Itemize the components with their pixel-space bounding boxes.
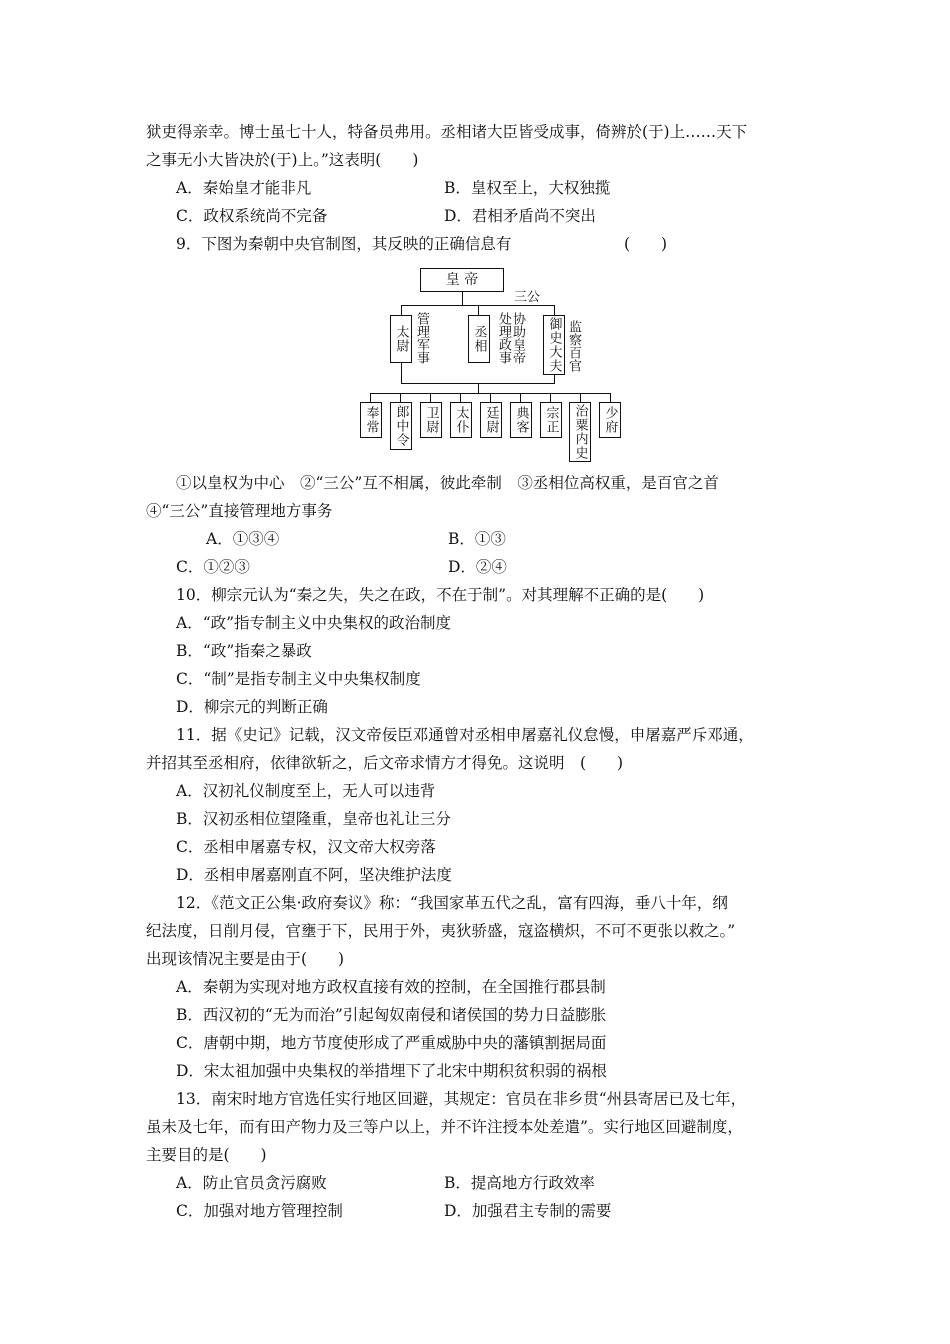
- q10-option-b[interactable]: B．“政”指秦之暴政: [176, 642, 312, 660]
- q9-option-c[interactable]: C．①②③: [176, 558, 250, 576]
- connector: [478, 383, 479, 393]
- connector: [462, 292, 463, 305]
- q12-stem-line3: 出现该情况主要是由于( ): [146, 950, 345, 968]
- q8-option-a[interactable]: A．秦始皇才能非凡: [176, 179, 312, 197]
- q8-stem-line2: 之事无小大皆决於(于)上。”这表明( ): [146, 151, 419, 169]
- q9-option-b[interactable]: B．①③: [448, 530, 506, 548]
- q9-answer-paren: ( ): [624, 235, 668, 253]
- connector: [370, 393, 371, 402]
- q8-option-b[interactable]: B．皇权至上，大权独揽: [444, 179, 611, 197]
- minister-box: 奉常: [360, 402, 382, 438]
- q10-stem: 10．柳宗元认为“秦之失，失之在政，不在于制”。对其理解不正确的是( ): [176, 586, 705, 604]
- q11-option-d[interactable]: D．丞相申屠嘉刚直不阿，坚决维护法度: [176, 866, 452, 884]
- q9-option-a[interactable]: A．①③④: [206, 530, 280, 548]
- minister-box: 郎中令: [390, 402, 412, 450]
- q10-option-a[interactable]: A．“政”指专制主义中央集权的政治制度: [176, 614, 452, 632]
- q13-option-d[interactable]: D．加强君主专制的需要: [444, 1202, 612, 1220]
- q8-stem-line1: [146, 122, 804, 142]
- q13-option-a[interactable]: A．防止官员贪污腐败: [176, 1174, 327, 1192]
- q12-option-b[interactable]: B．西汉初的“无为而治”引起匈奴南侵和诸侯国的势力日益膨胀: [176, 1006, 607, 1024]
- q9-statements-line2: ④“三公”直接管理地方事务: [146, 502, 333, 520]
- connector: [520, 393, 521, 402]
- q10-option-d[interactable]: D．柳宗元的判断正确: [176, 698, 328, 716]
- minister-box: 典客: [510, 402, 532, 438]
- q13-stem-line3: 主要目的是( ): [146, 1146, 267, 1164]
- yushi-box: 御史大夫: [543, 315, 565, 375]
- connector: [478, 305, 479, 315]
- connector: [430, 393, 431, 402]
- connector: [401, 363, 402, 383]
- chengxiang-duty: 协助皇帝处理政事: [496, 312, 525, 364]
- minister-box: 少府: [599, 402, 621, 438]
- q13-option-c[interactable]: C．加强对地方管理控制: [176, 1202, 343, 1220]
- emperor-box: 皇 帝: [420, 268, 504, 292]
- q12-stem-line1: 12．《范文正公集·政府奏议》称：“我国家革五代之乱，富有四海，垂八十年，纲: [176, 894, 728, 912]
- connector: [400, 393, 401, 402]
- q11-stem-line1: 11．据《史记》记载，汉文帝佞臣邓通曾对丞相申屠嘉礼仪怠慢，申屠嘉严斥邓通，: [176, 726, 754, 744]
- yushi-duty: 监察百官: [566, 320, 581, 372]
- q11-option-b[interactable]: B．汉初丞相位望隆重，皇帝也礼让三分: [176, 810, 451, 828]
- q9-stem: 9．下图为秦朝中央官制图，其反映的正确信息有: [176, 235, 512, 253]
- minister-box: 卫尉: [420, 402, 442, 438]
- minister-box: 治粟内史: [569, 402, 591, 462]
- q11-option-c[interactable]: C．丞相申屠嘉专权，汉文帝大权旁落: [176, 838, 436, 856]
- connector: [580, 393, 581, 402]
- connector: [490, 393, 491, 402]
- taiwei-duty: 管理军事: [414, 312, 429, 364]
- q13-stem-line2: 虽未及七年，而有田产物力及三等户以上，并不许注授本处差遣”。实行地区回避制度，: [146, 1118, 743, 1136]
- q9-option-d[interactable]: D．②④: [448, 558, 507, 576]
- q11-option-a[interactable]: A．汉初礼仪制度至上，无人可以违背: [176, 782, 436, 800]
- connector: [550, 393, 551, 402]
- q12-stem-line2: 纪法度，日削月侵，官壅于下，民用于外，夷狄骄盛，寇盗横炽，不可不更张以救之。”: [146, 922, 736, 940]
- minister-box: 廷尉: [480, 402, 502, 438]
- q13-stem-line1: 13．南宋时地方官选任实行地区回避，其规定：官员在非乡贯“州县寄居已及七年，: [176, 1090, 747, 1108]
- sangong-label: 三公: [514, 290, 541, 305]
- minister-box: 太仆: [450, 402, 472, 438]
- q11-stem-line2: 并招其至丞相府，依律欲斩之，后文帝求情方才得免。这说明 ( ): [146, 754, 624, 772]
- connector: [460, 393, 461, 402]
- q8-option-d[interactable]: D．君相矛盾尚不突出: [444, 207, 596, 225]
- q8-line1-text: 狱吏得亲幸。博士虽七十人，特备员弗用。丞相诸大臣皆受成事，倚辨於(于)上……天下: [146, 123, 748, 141]
- minister-box: 宗正: [540, 402, 562, 438]
- q9-statements-line1: ①以皇权为中心 ②“三公”互不相属，彼此牵制 ③丞相位高权重，是百官之首: [176, 474, 719, 492]
- q12-option-a[interactable]: A．秦朝为实现对地方政权直接有效的控制，在全国推行郡县制: [176, 978, 606, 996]
- q12-option-c[interactable]: C．唐朝中期，地方节度使形成了严重威胁中央的藩镇割据局面: [176, 1034, 607, 1052]
- q12-option-d[interactable]: D．宋太祖加强中央集权的举措埋下了北宋中期积贫积弱的祸根: [176, 1062, 607, 1080]
- q13-option-b[interactable]: B．提高地方行政效率: [444, 1174, 595, 1192]
- chengxiang-box: 丞相: [468, 315, 490, 363]
- q10-option-c[interactable]: C．“制”是指专制主义中央集权制度: [176, 670, 421, 688]
- connector: [610, 393, 611, 402]
- q8-option-c[interactable]: C．政权系统尚不完备: [176, 207, 328, 225]
- taiwei-box: 太尉: [390, 315, 412, 363]
